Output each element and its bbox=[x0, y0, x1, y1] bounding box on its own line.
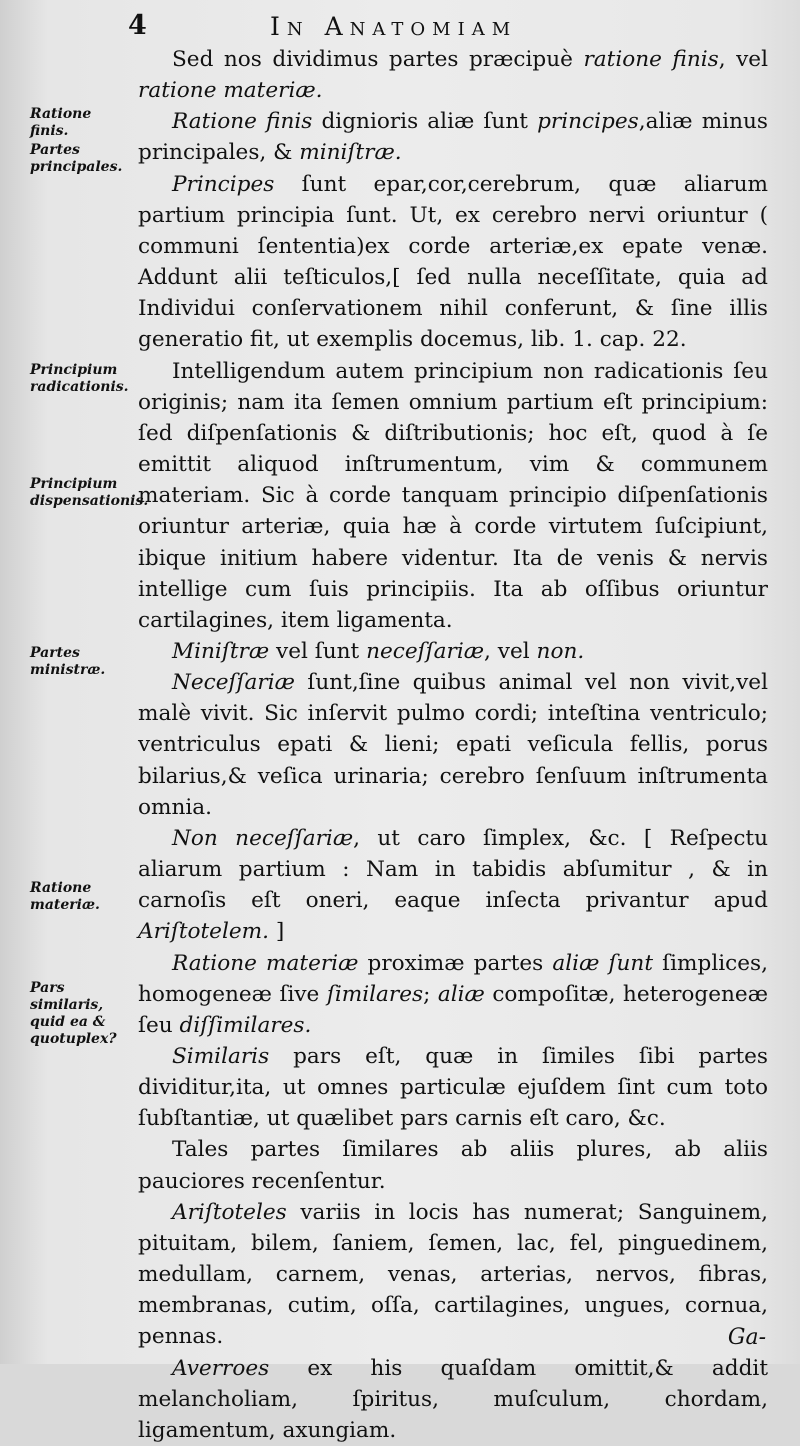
text-run: ,aliæ minus principales, & bbox=[138, 109, 768, 166]
text-run: ; bbox=[423, 981, 438, 1007]
text-run: , ut caro ſimplex, &c. [ Reſpectu aliarum partium : Nam in tabidis abſumitur , & in carnoſis eſt oneri, eaque inſecta privantur apud bbox=[138, 825, 768, 914]
paragraph bbox=[138, 169, 768, 356]
italic-run: non. bbox=[536, 638, 585, 664]
margin-note: Principium radicationis. bbox=[30, 362, 129, 395]
italic-run: Principes bbox=[172, 171, 275, 197]
margin-note: Partes principales. bbox=[30, 142, 123, 175]
italic-run: diſſimilares. bbox=[179, 1012, 312, 1038]
italic-run: miniſtræ. bbox=[299, 140, 402, 166]
italic-run: Non neceſſariæ bbox=[172, 825, 354, 851]
italic-run: Miniſtræ bbox=[172, 638, 270, 664]
text-run: vel ſunt bbox=[269, 638, 367, 664]
catchword: Ga- bbox=[727, 1325, 766, 1350]
text-run: , vel bbox=[484, 638, 537, 664]
italic-run: aliæ bbox=[437, 981, 485, 1007]
paragraph bbox=[138, 1353, 768, 1446]
italic-run: ſimilares bbox=[326, 981, 424, 1007]
italic-run: ratione finis bbox=[583, 47, 719, 72]
text-run: ſunt epar,cor,cerebrum, quæ aliarum partium principia ſunt. Ut, ex cerebro nervi oriuntur ( communi ſententia)ex corde arteriæ,ex epate venæ. Addunt alii teſticulos,[ ſed nulla neceſſitate, quia ad Individui conſervationem nihil conferunt, & ſine illis generatio fit, ut exemplis docemus, lib. 1. cap. 22. bbox=[138, 171, 768, 353]
margin-note: Pars similaris, quid ea & quotuplex? bbox=[30, 980, 117, 1047]
paragraph bbox=[138, 948, 768, 1041]
paragraph bbox=[138, 1041, 768, 1134]
text-run: Tales partes ſimilares ab aliis plures, ab aliis pauciores recenſentur. bbox=[138, 1137, 768, 1194]
paragraph bbox=[138, 1197, 768, 1353]
italic-run: neceſſariæ bbox=[366, 638, 485, 664]
paragraph bbox=[138, 1134, 768, 1196]
text-run: Sed nos dividimus partes præcipuè bbox=[172, 47, 584, 72]
page-header bbox=[0, 8, 800, 42]
text-run: ] bbox=[268, 919, 285, 945]
text-run: compoſitæ, heterogeneæ ſeu bbox=[138, 981, 768, 1038]
italic-run: Similaris bbox=[172, 1044, 270, 1069]
text-run: Intelligendum autem principium non radicationis ſeu originis; nam ita ſemen omnium partium eſt principium: ſed diſpenſationis & diſtributionis; hoc eſt, quod à ſe emittit aliquod inſtrumentum, vim & communem materiam. Sic à corde tanquam principio diſpenſationis oriuntur arteriæ, quia hæ à corde virtutem ſuſcipiunt, ibique initium habere videntur. Ita de venis & nervis intellige cum ſuis principiis. Ita ab oſſibus oriuntur cartilagines, item ligamenta. bbox=[138, 358, 768, 633]
margin-note: Ratione materiæ. bbox=[30, 880, 100, 913]
paragraph bbox=[138, 667, 768, 823]
page-number: 4 bbox=[128, 10, 147, 41]
text-run: ex his quaſdam omittit,& addit melancholiam, ſpiritus, muſculum, chordam, ligamentum, axungiam. bbox=[138, 1355, 768, 1443]
text-run: ſunt,ſine quibus animal vel non vivit,vel malè vivit. Sic inſervit pulmo cordi; inteſtina ventriculo; ventriculus epati & lieni; epati veſicula fellis, porus bilarius,& veſica urinaria; cerebro ſenſuum inſtrumenta omnia. bbox=[138, 670, 768, 820]
paragraph bbox=[138, 356, 768, 636]
paragraph bbox=[138, 823, 768, 948]
paragraph bbox=[138, 106, 768, 168]
text-run: variis in locis has numerat; Sanguinem, pituitam, bilem, ſaniem, ſemen, lac, fel, pinguedinem, medullam, carnem, venas, arterias, nervos, fibras, membranas, cutim, oſſa, cartilagines, ungues, cornua, pennas. bbox=[138, 1199, 768, 1350]
text-run: dignioris aliæ ſunt bbox=[312, 109, 538, 135]
text-run: ſimplices, homogeneæ ſive bbox=[138, 950, 768, 1007]
margin-note: Partes ministræ. bbox=[30, 645, 106, 678]
main-text bbox=[138, 44, 768, 1446]
italic-run: ratione materiæ. bbox=[138, 78, 323, 104]
text-run: pars eſt, quæ in ſimiles ſibi partes dividitur,ita, ut omnes particulæ ejuſdem ſint cum toto ſubſtantiæ, ut quælibet pars carnis eſt caro, &c. bbox=[138, 1044, 768, 1132]
text-run: , vel bbox=[718, 47, 768, 72]
italic-run: Ratione finis bbox=[172, 109, 313, 135]
margin-note: Principium dispensationis. bbox=[30, 476, 149, 509]
paragraph bbox=[138, 44, 768, 106]
margin-note: Ratione finis. bbox=[30, 106, 92, 139]
italic-run: Ariſtotelem. bbox=[138, 919, 269, 945]
paragraph bbox=[138, 636, 768, 667]
italic-run: Ariſtoteles bbox=[172, 1199, 287, 1225]
italic-run: aliæ ſunt bbox=[552, 950, 654, 976]
italic-run: Averroes bbox=[172, 1355, 270, 1381]
text-run: proximæ partes bbox=[358, 950, 553, 976]
italic-run: Neceſſariæ bbox=[172, 670, 295, 696]
italic-run: Ratione materiæ bbox=[172, 950, 359, 976]
italic-run: principes bbox=[537, 109, 639, 135]
running-title: In Anatomiam bbox=[270, 12, 518, 41]
